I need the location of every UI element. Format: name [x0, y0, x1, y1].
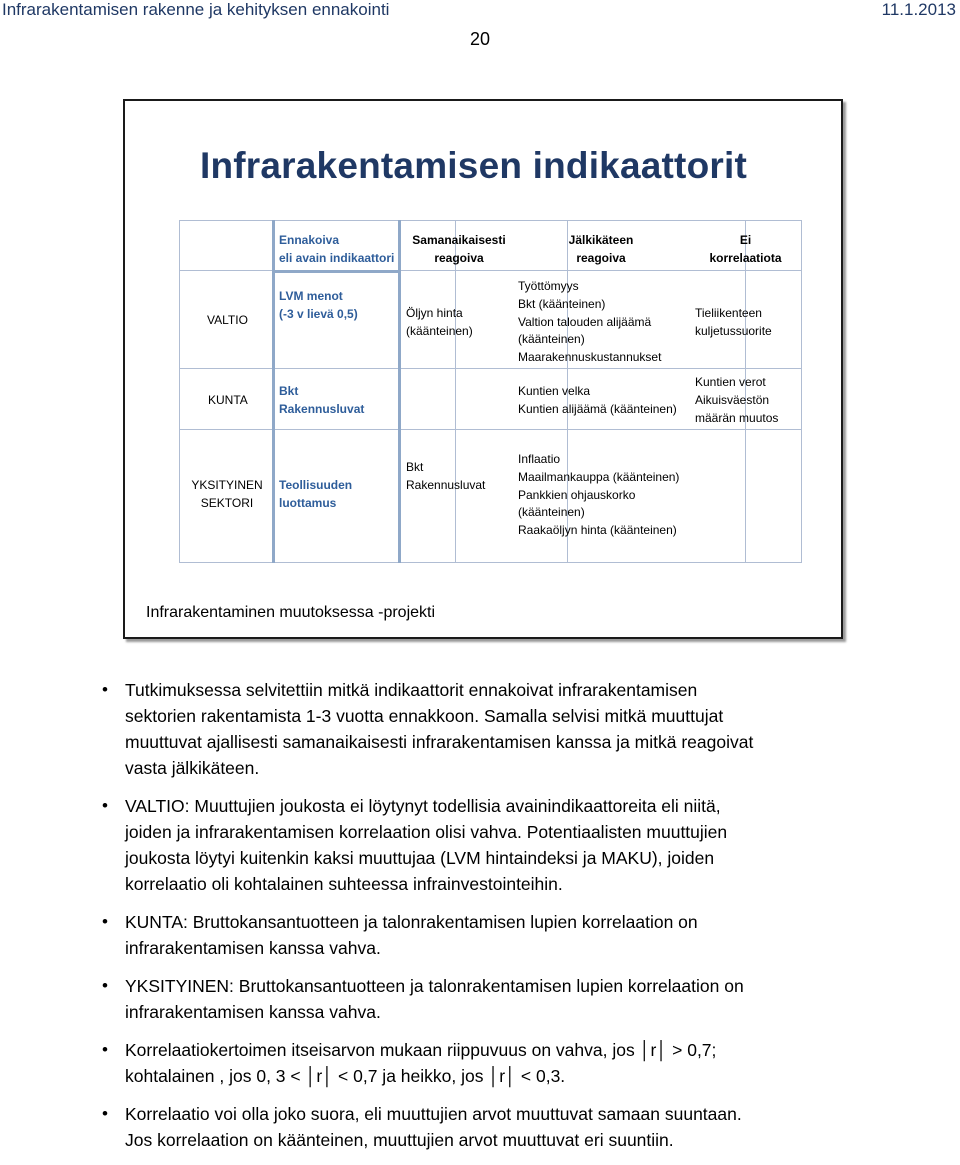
cell-line: Öljyn hinta	[406, 306, 463, 320]
cell-line: Bkt	[406, 460, 424, 474]
cell-line: Aikuisväestön	[695, 392, 770, 407]
column-header-line: eli avain indikaattori	[279, 250, 395, 265]
cell-line: (käänteinen)	[518, 332, 585, 347]
yksityinen-concurrent-cell	[406, 459, 485, 495]
kunta-leading-cell	[279, 383, 364, 419]
valtio-leading-cell	[279, 288, 358, 324]
bullet-list	[96, 677, 936, 1165]
column-header-line: Ennakoiva	[279, 233, 340, 247]
bullet-line: muuttuvat ajallisesti samanaikaisesti infrarakentamisen kanssa ja mitkä reagoivat	[125, 732, 754, 752]
table-line	[179, 220, 180, 563]
bullet-line: Jos korrelaation on käänteinen, muuttujien arvot muuttuvat eri suuntiin.	[125, 1130, 674, 1150]
bullet-line: korrelaatio oli kohtalainen suhteessa infrainvestointeihin.	[125, 874, 563, 894]
cell-line: kuljetussuorite	[695, 323, 772, 338]
slide-image	[123, 99, 843, 639]
column-header-no-correlation	[689, 232, 802, 268]
cell-line: Tieliikenteen	[695, 306, 762, 320]
cell-line: Maailmankauppa (käänteinen)	[518, 469, 680, 484]
kunta-lagging-cell	[518, 383, 677, 419]
cell-line: Kuntien verot	[695, 375, 766, 389]
cell-line: Työttömyys	[518, 279, 579, 293]
row-label-yksityinen	[187, 477, 267, 513]
cell-line: Teollisuuden	[279, 478, 353, 492]
table-line	[801, 220, 802, 563]
column-header-line: korrelaatiota	[709, 250, 782, 265]
row-label-line: VALTIO	[207, 313, 248, 327]
highlight-row-border	[272, 270, 401, 273]
row-label-valtio	[207, 312, 248, 330]
row-label-line: YKSITYINEN	[191, 478, 263, 492]
document-header-title: Infrarakentamisen rakenne ja kehityksen ennakointi	[2, 0, 390, 19]
slide-footer: Infrarakentaminen muutoksessa -projekti	[146, 604, 436, 621]
column-header-concurrent	[405, 232, 513, 268]
bullet-line: • KUNTA: Bruttokansantuotteen ja talonrakentamisen lupien korrelaation on	[125, 912, 698, 932]
bullet-line: sektorien rakentamista 1-3 vuotta ennakkoon. Samalla selvisi mitkä muuttujat	[125, 706, 724, 726]
cell-line: (käänteinen)	[406, 323, 473, 338]
bullet-item	[96, 1101, 936, 1153]
column-header-lagging	[513, 232, 689, 268]
cell-line: Pankkien ohjauskorko	[518, 487, 636, 502]
bullet-line: • Korrelaatio voi olla joko suora, eli muuttujien arvot muuttuvat samaan suuntaan.	[125, 1104, 742, 1124]
cell-line: Inflaatio	[518, 452, 561, 466]
yksityinen-lagging-cell	[518, 451, 679, 540]
kunta-no-correlation-cell	[695, 374, 778, 427]
table-line	[455, 220, 456, 563]
row-label-kunta	[208, 392, 248, 410]
yksityinen-leading-cell	[279, 477, 352, 513]
bullet-line: joiden ja infrarakentamisen korrelaation olisi vahva. Potentiaalisten muuttujien	[125, 822, 728, 842]
row-label-line: SEKTORI	[200, 495, 254, 510]
bullet-line: • Tutkimuksessa selvitettiin mitkä indikaattorit ennakoivat infrarakentamisen	[125, 680, 698, 700]
row-label-line: KUNTA	[208, 393, 248, 407]
bullet-item	[96, 973, 936, 1025]
bullet-item	[96, 793, 936, 897]
cell-line: Kuntien velka	[518, 384, 591, 398]
cell-line: Kuntien alijäämä (käänteinen)	[518, 401, 677, 416]
cell-line: (-3 v lievä 0,5)	[279, 306, 358, 321]
indicator-table	[179, 220, 802, 563]
bullet-line: • VALTIO: Muuttujien joukosta ei löytynyt todellisia avainindikaattoreita eli niitä,	[125, 796, 721, 816]
column-header-line: Samanaikaisesti	[412, 233, 506, 247]
bullet-line: joukosta löytyi kuitenkin kaksi muuttujaa (LVM hintaindeksi ja MAKU), joiden	[125, 848, 715, 868]
bullet-item	[96, 1037, 936, 1089]
cell-line: Valtion talouden alijäämä	[518, 314, 652, 329]
cell-line: Rakennusluvat	[279, 401, 365, 416]
bullet-line: vasta jälkikäteen.	[125, 758, 260, 778]
bullet-item	[96, 909, 936, 961]
bullet-item	[96, 677, 936, 781]
cell-line: Raakaöljyn hinta (käänteinen)	[518, 523, 677, 538]
valtio-no-correlation-cell	[695, 305, 772, 341]
column-header-line: reagoiva	[576, 250, 626, 265]
bullet-line: infrarakentamisen kanssa vahva.	[125, 1002, 381, 1022]
column-header-line: Ei	[739, 233, 752, 247]
valtio-concurrent-cell	[406, 305, 473, 341]
cell-line: Bkt	[279, 384, 299, 398]
cell-line: luottamus	[279, 495, 337, 510]
document-header-date: 11.1.2013	[881, 0, 956, 19]
bullet-line: kohtalainen , jos 0, 3 < │r│ < 0,7 ja heikko, jos │r│ < 0,3.	[125, 1066, 566, 1086]
column-header-line: reagoiva	[434, 250, 484, 265]
cell-line: LVM menot	[279, 289, 343, 303]
cell-line: (käänteinen)	[518, 505, 585, 520]
bullet-line: • Korrelaatiokertoimen itseisarvon mukaan riippuvuus on vahva, jos │r│ > 0,7;	[125, 1040, 717, 1060]
cell-line: Maarakennuskustannukset	[518, 350, 662, 365]
cell-line: määrän muutos	[695, 410, 779, 425]
bullet-line: • YKSITYINEN: Bruttokansantuotteen ja talonrakentamisen lupien korrelaation on	[125, 976, 744, 996]
bullet-line: infrarakentamisen kanssa vahva.	[125, 938, 381, 958]
column-header-line: Jälkikäteen	[568, 233, 634, 247]
slide-title: Infrarakentamisen indikaattorit	[200, 145, 747, 186]
cell-line: Bkt (käänteinen)	[518, 296, 606, 311]
column-header-leading	[279, 232, 394, 268]
cell-line: Rakennusluvat	[406, 477, 486, 492]
page-number: 20	[469, 29, 491, 49]
valtio-lagging-cell	[518, 278, 661, 367]
